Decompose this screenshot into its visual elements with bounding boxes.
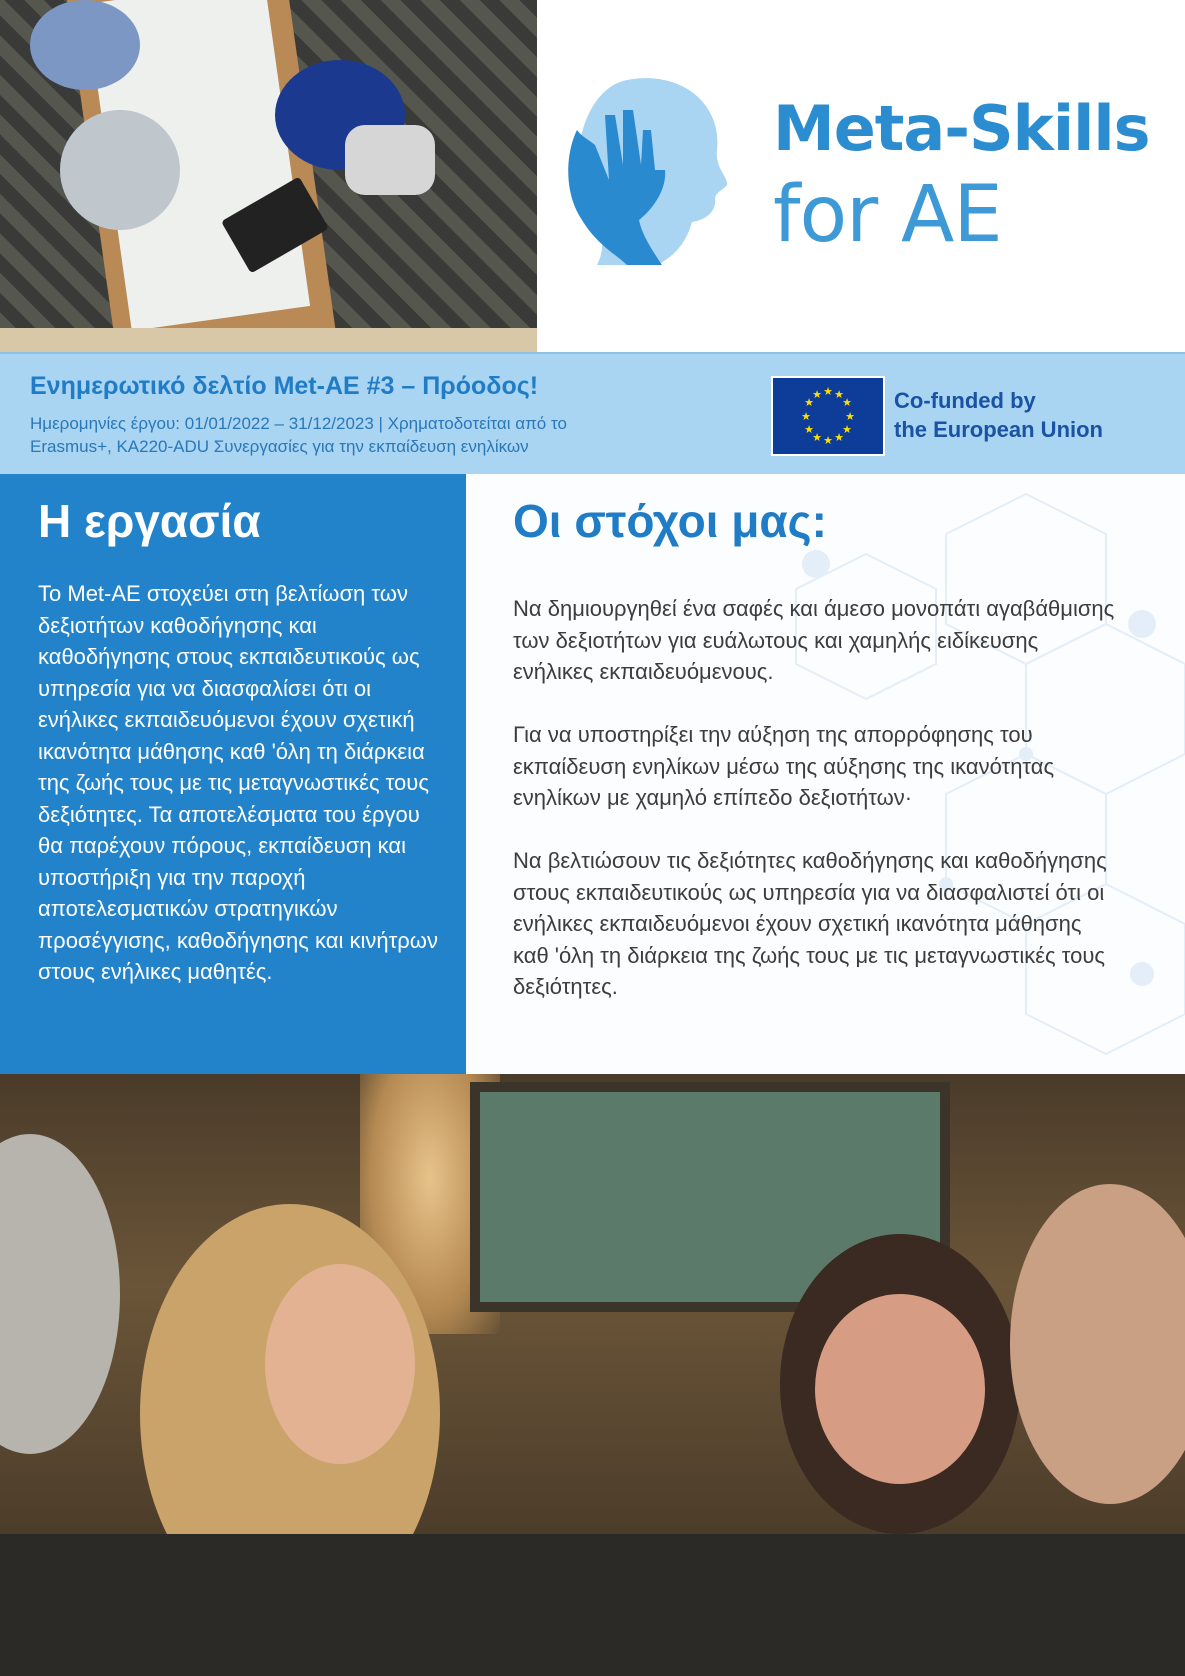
svg-text:★: ★ [801, 410, 811, 423]
svg-text:★: ★ [823, 385, 833, 398]
project-dates-line2: Erasmus+, KA220-ADU Συνεργασίες για την εκπαίδευση ενηλίκων [30, 437, 529, 456]
bottom-photo-workshop [0, 1074, 1185, 1676]
project-dates-line1: Ημερομηνίες έργου: 01/01/2022 – 31/12/2023 | Χρηματοδοτείται από το [30, 414, 567, 433]
svg-text:★: ★ [812, 388, 822, 401]
goal-item-3: Να βελτιώσουν τις δεξιότητες καθοδήγησης και καθοδήγησης στους εκπαιδευτικούς ως υπηρεσία για να διασφαλιστεί ότι οι ενήλικες εκπαιδευόμενοι έχουν σχετική ικανότητα μάθησης καθ 'όλη τη διάρκεια της ζωής τους με τις μεταγνωστικές τους δεξιότητες. [513, 848, 1107, 999]
photo-person-left [0, 1134, 120, 1454]
eu-stars-icon [773, 378, 883, 454]
goals-section [466, 474, 1185, 1074]
eu-flag-icon [771, 376, 885, 456]
photo-chair [345, 125, 435, 195]
svg-text:★: ★ [834, 431, 844, 444]
eu-cofunded-line2: the European Union [894, 417, 1103, 442]
project-dates-funding [30, 412, 670, 458]
work-section [0, 474, 466, 1074]
newsletter-banner [0, 352, 1185, 476]
photo-person-1 [30, 0, 140, 90]
svg-text:★: ★ [804, 396, 814, 409]
svg-text:★: ★ [842, 396, 852, 409]
photo-person-right [1010, 1184, 1185, 1504]
work-heading: Η εργασία [38, 495, 261, 547]
head-hand-logo-icon [557, 70, 737, 270]
svg-text:★: ★ [845, 410, 855, 423]
svg-text:★: ★ [842, 423, 852, 436]
svg-text:★: ★ [812, 431, 822, 444]
photo-person-2 [60, 110, 180, 230]
logo-title-line1: Meta-Skills [773, 92, 1150, 165]
goals-heading: Οι στόχοι μας: [513, 495, 827, 547]
photo-person-glasses-face [815, 1294, 985, 1484]
newsletter-title: Ενημερωτικό δελτίο Met-AE #3 – Πρόοδος! [30, 372, 539, 400]
svg-text:★: ★ [834, 388, 844, 401]
photo-table-foreground [0, 1534, 1185, 1676]
top-photo-meeting [0, 0, 537, 352]
goal-item-2: Για να υποστηρίξει την αύξηση της απορρόφησης του εκπαίδευση ενηλίκων μέσω της αύξησης της ικανότητας ενηλίκων με χαμηλό επίπεδο δεξιοτήτων· [513, 722, 1055, 810]
svg-text:★: ★ [804, 423, 814, 436]
work-body: Το Met-AE στοχεύει στη βελτίωση των δεξιοτήτων καθοδήγησης και καθοδήγησης στους εκπαιδευτικούς ως υπηρεσία για να διασφαλίσει ότι οι ενήλικες εκπαιδευόμενοι έχουν σχετική ικανότητα μάθησης καθ 'όλη τη διάρκεια της ζωής τους με τις μεταγνωστικές τους δεξιότητες. Τα αποτελέσματα του έργου θα παρέχουν πόρους, εκπαίδευση και υποστήριξη για την παροχή αποτελεσματικών στρατηγικών προσέγγισης, καθοδήγησης και κινήτρων στους ενήλικες μαθητές. [38, 581, 438, 984]
eu-cofunded-label [894, 386, 1103, 444]
svg-text:★: ★ [823, 434, 833, 447]
logo-title-line2: for AE [773, 170, 1002, 260]
eu-cofunded-line1: Co-funded by [894, 388, 1036, 413]
photo-floor-strip [0, 328, 537, 352]
photo-person-blonde-face [265, 1264, 415, 1464]
goal-item-1: Να δημιουργηθεί ένα σαφές και άμεσο μονοπάτι αγαβάθμισης των δεξιοτήτων για ευάλωτους και χαμηλής ειδίκευσης ενήλικες εκπαιδευόμενους. [513, 596, 1115, 684]
logo-area [537, 0, 1185, 352]
